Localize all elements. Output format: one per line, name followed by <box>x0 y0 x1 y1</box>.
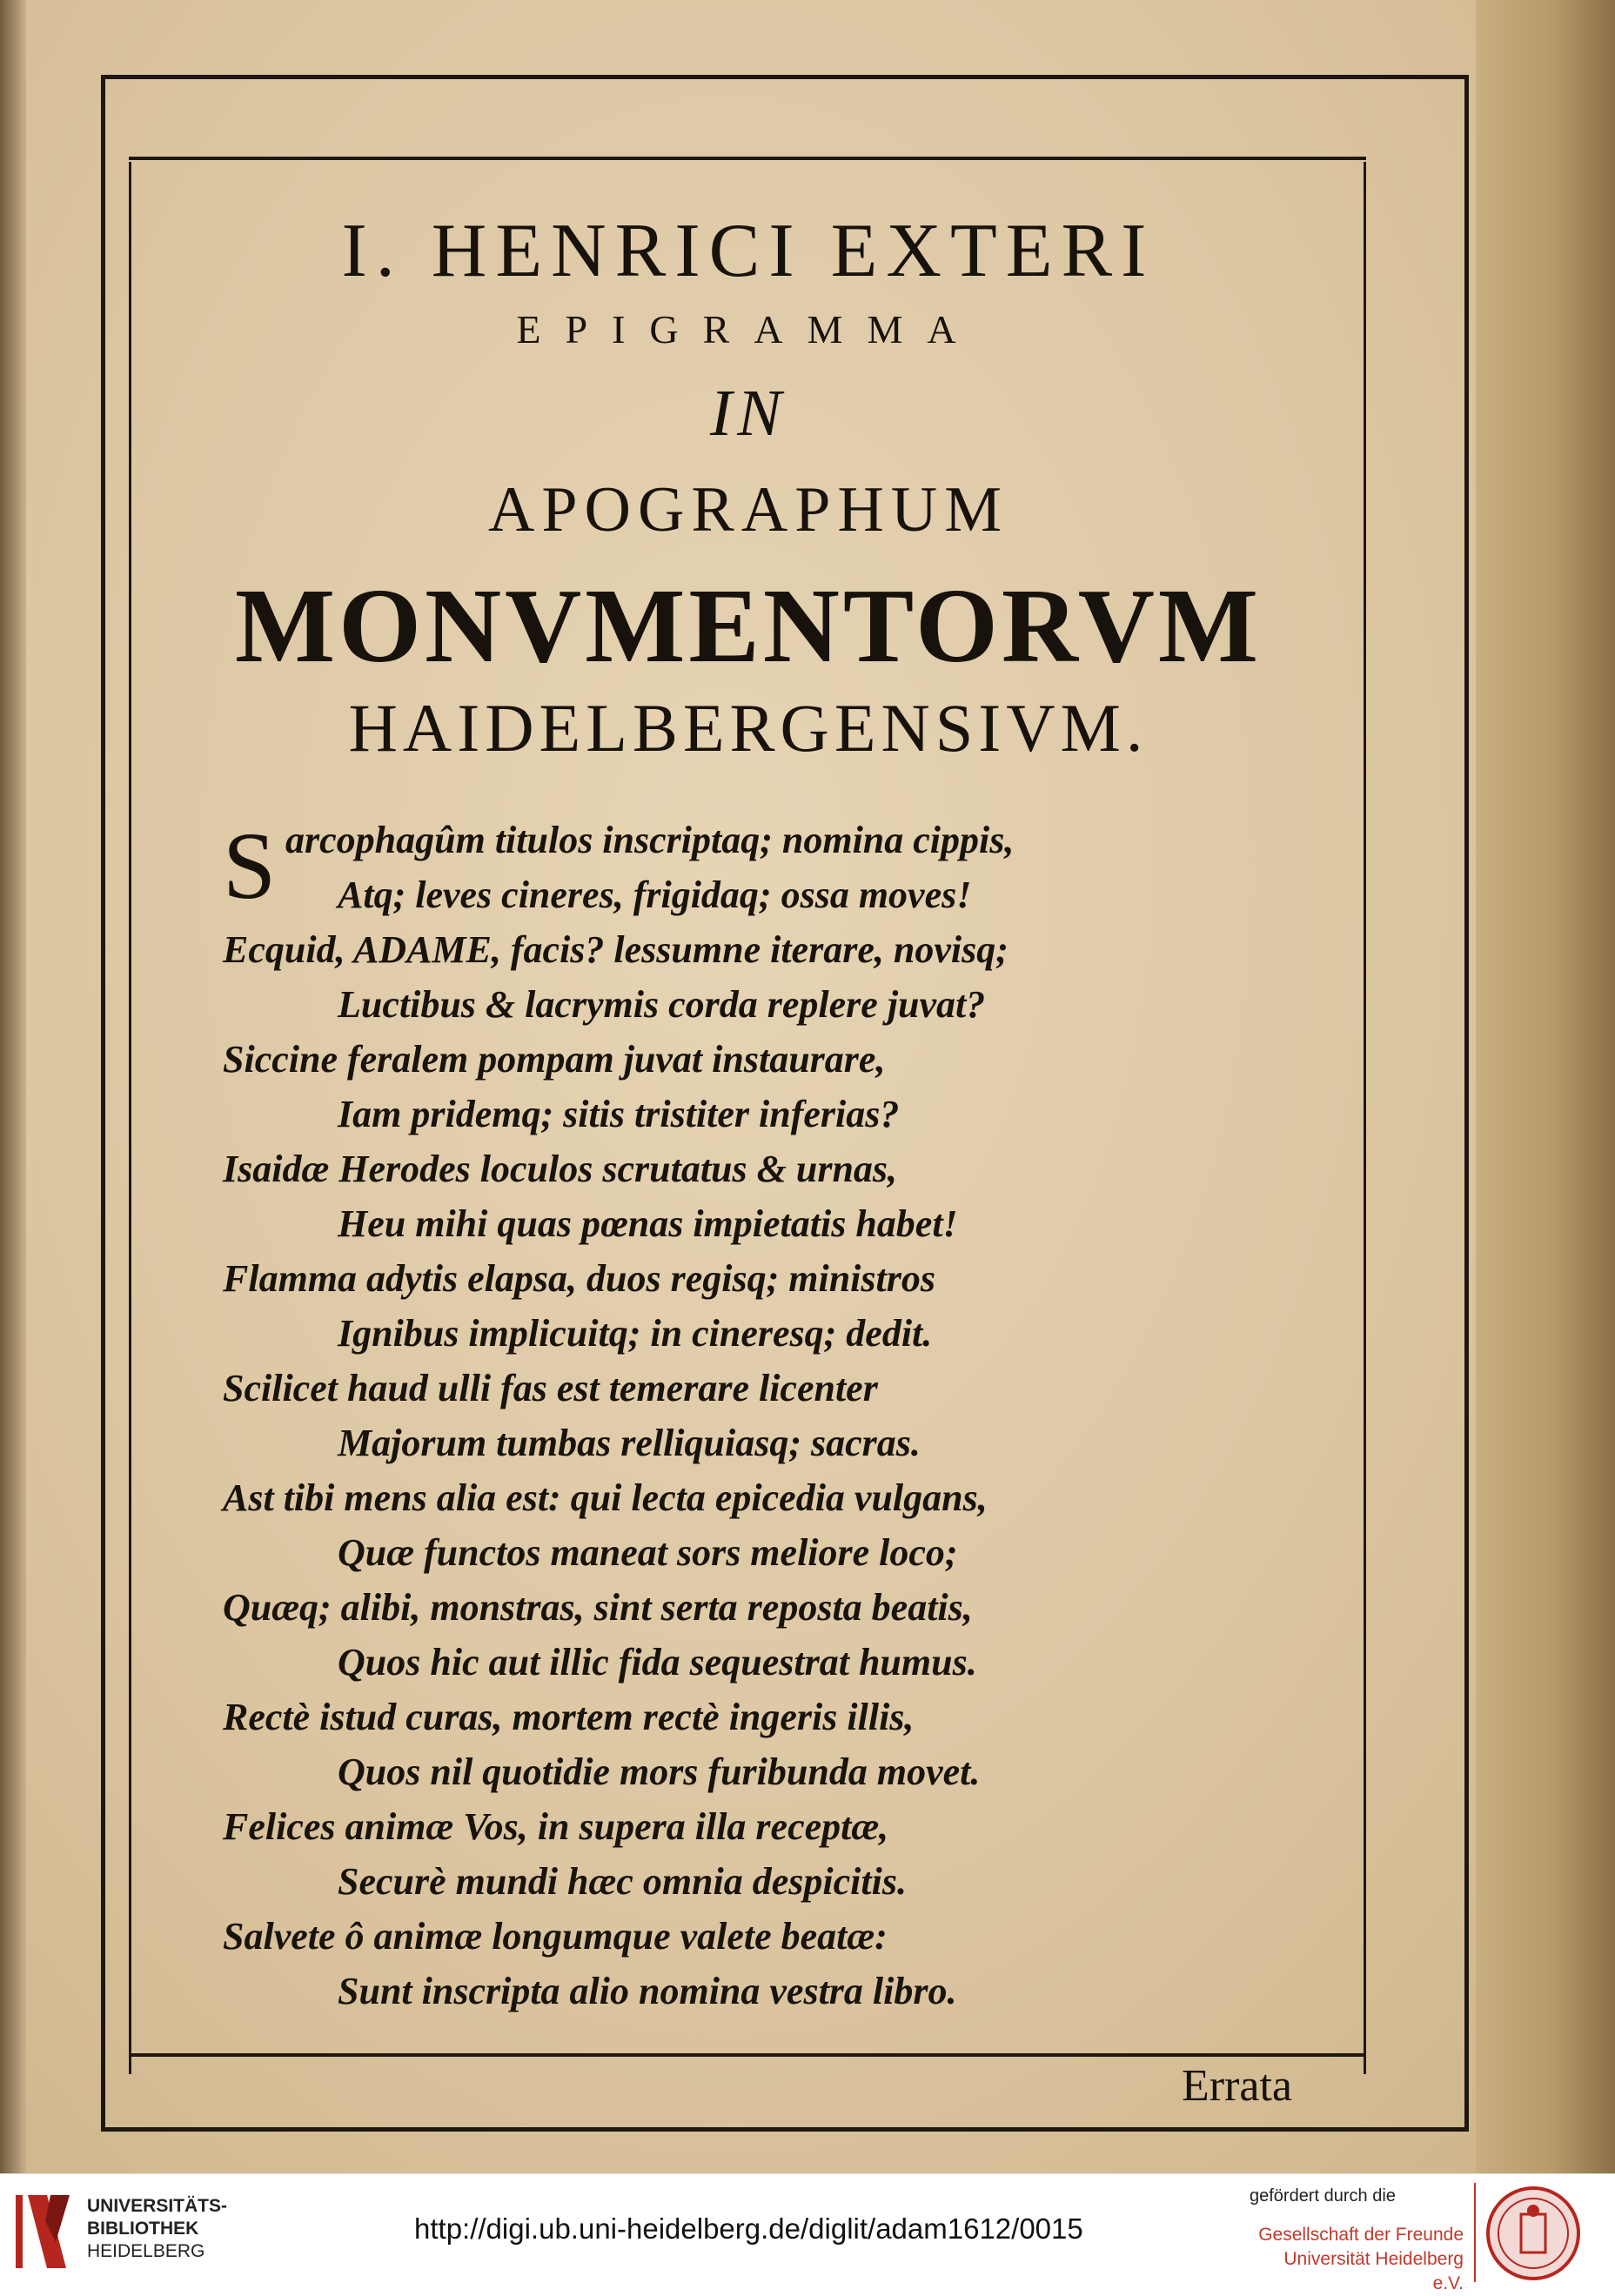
title-author: I. HENRICI EXTERI <box>341 209 1156 293</box>
title-monumentorum: MONVMENTORVM <box>234 567 1262 685</box>
library-name-line: BIBLIOTHEK <box>87 2219 199 2239</box>
title-epigramma: EPIGRAMMA <box>516 307 981 351</box>
poem-line: Scilicet haud ulli fas est temerare licenter <box>223 1367 878 1409</box>
catchword: Errata <box>1182 2061 1293 2111</box>
sponsor-name[interactable] <box>1258 2223 1464 2296</box>
poem-line: Iam pridemq; sitis tristiter inferias? <box>338 1093 900 1135</box>
title-apographum: APOGRAPHUM <box>487 474 1009 546</box>
poem-dropcap: S <box>223 813 277 919</box>
poem-line: Ecquid, ADAME, facis? lessumne iterare, novisq; <box>223 928 1009 971</box>
poem-line: Siccine feralem pompam juvat instaurare, <box>223 1038 886 1081</box>
poem-line: Atq; leves cineres, frigidaq; ossa moves! <box>338 874 972 916</box>
top-rule <box>129 157 1366 160</box>
bottom-rule <box>129 2053 1366 2057</box>
permalink-url[interactable]: http://digi.ub.uni-heidelberg.de/diglit/adam1612/0015 <box>414 2212 1083 2245</box>
poem-line: Rectè istud curas, mortem rectè ingeris illis, <box>223 1696 915 1738</box>
sponsor-name-line: Gesellschaft der Freunde <box>1258 2225 1464 2245</box>
sponsor-label: gefördert durch die <box>1250 2186 1396 2206</box>
poem-line: Securè mundi hæc omnia despicitis. <box>338 1860 907 1903</box>
poem-line: Majorum tumbas relliquiasq; sacras. <box>338 1422 921 1464</box>
poem-line: Ast tibi mens alia est: qui lecta epicedia vulgans, <box>223 1476 988 1519</box>
poem-line: Isaidæ Herodes loculos scrutatus & urnas, <box>223 1148 898 1190</box>
title-in: IN <box>710 377 787 450</box>
sponsor-divider <box>1474 2183 1476 2282</box>
sponsor-name-line: Universität Heidelberg e.V. <box>1283 2249 1464 2293</box>
library-name <box>87 2195 227 2263</box>
poem-line: Quæq; alibi, monstras, sint serta reposta beatis, <box>223 1586 973 1629</box>
poem-line: Quos nil quotidie mors furibunda movet. <box>338 1750 981 1793</box>
title-haidelbergensium: HAIDELBERGENSIVM. <box>348 690 1149 766</box>
poem-line: Heu mihi quas pœnas impietatis habet! <box>338 1202 958 1245</box>
library-name-line: HEIDELBERG <box>87 2241 205 2261</box>
poem-line: Quos hic aut illic fida sequestrat humus. <box>338 1641 977 1684</box>
page-shadow-left <box>0 0 26 2173</box>
poem-line: Ignibus implicuitq; in cineresq; dedit. <box>338 1312 933 1355</box>
library-name-line: UNIVERSITÄTS- <box>87 2196 228 2216</box>
poem-line: Salvete ô animæ longumque valete beatæ: <box>223 1915 888 1958</box>
page-edge-right <box>1476 0 1615 2173</box>
poem-line: Sunt inscripta alio nomina vestra libro. <box>338 1970 957 2012</box>
poem-line: Luctibus & lacrymis corda replere juvat? <box>338 983 986 1026</box>
poem-body <box>223 813 1371 2018</box>
university-seal-icon <box>1484 2185 1582 2282</box>
footer-bar <box>0 2173 1615 2293</box>
poem-line: Quæ functos maneat sors meliore loco; <box>338 1531 958 1574</box>
poem-line: arcophagûm titulos inscriptaq; nomina cippis, <box>285 819 1015 861</box>
university-library-logo-icon[interactable] <box>12 2190 77 2273</box>
poem-line: Felices animæ Vos, in supera illa receptæ, <box>223 1805 889 1848</box>
poem-line: Flamma adytis elapsa, duos regisq; ministros <box>223 1257 935 1300</box>
